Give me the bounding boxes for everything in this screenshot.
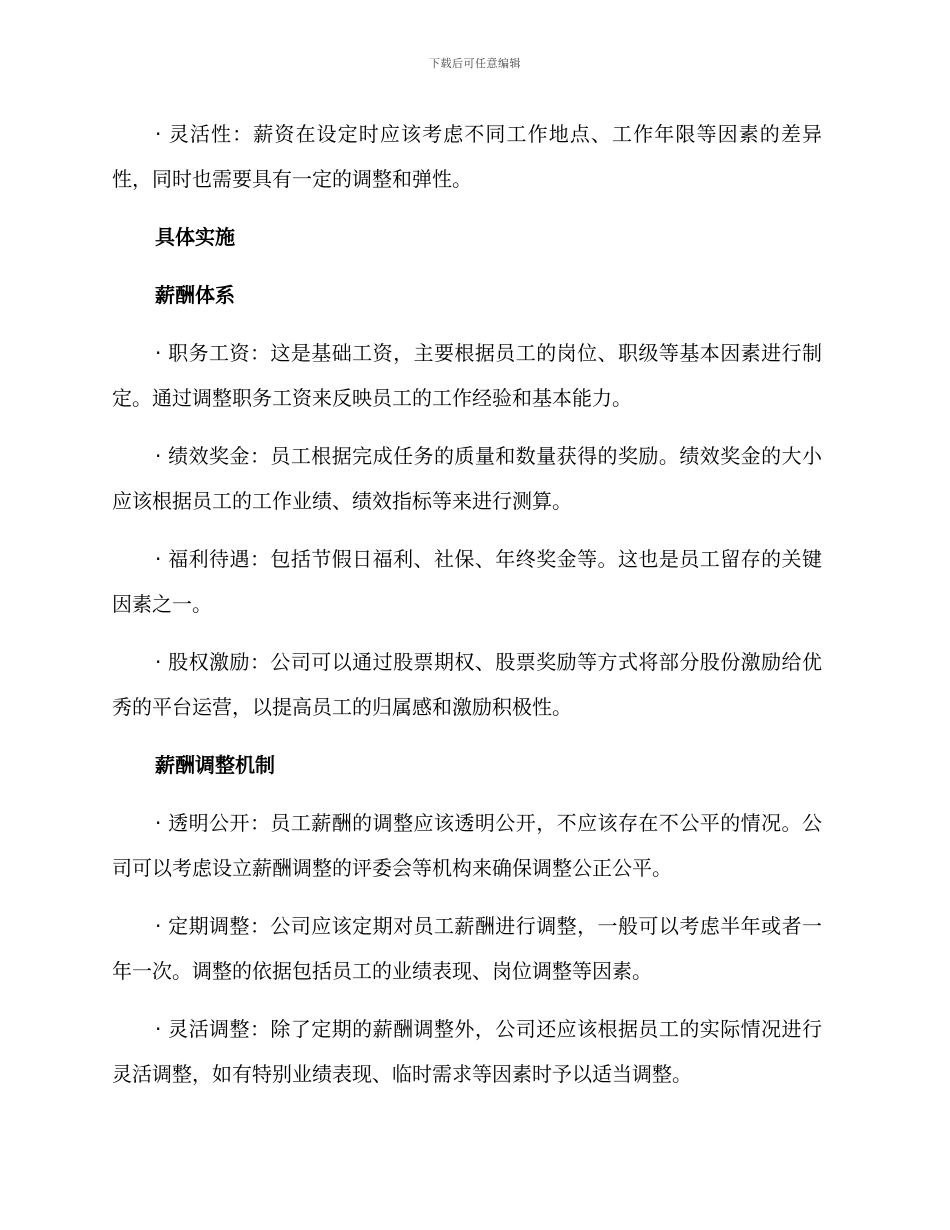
paragraph-flexible-adjustment: · 灵活调整：除了定期的薪酬调整外，公司还应该根据员工的实际情况进行灵活调整，如有特别业绩表现、临时需求等因素时予以适当调整。	[112, 1017, 822, 1086]
heading-salary-adjustment: 薪酬调整机制	[155, 753, 275, 777]
page-header-note: 下载后可任意编辑	[429, 57, 521, 70]
heading-salary-system: 薪酬体系	[155, 283, 235, 307]
heading-implementation: 具体实施	[155, 225, 235, 249]
paragraph-welfare: · 福利待遇：包括节假日福利、社保、年终奖金等。这也是员工留存的关键因素之一。	[112, 547, 822, 616]
paragraph-equity-incentive: · 股权激励：公司可以通过股票期权、股票奖励等方式将部分股份激励给优秀的平台运营，以提高员工的归属感和激励积极性。	[112, 650, 822, 719]
paragraph-periodic-adjustment: · 定期调整：公司应该定期对员工薪酬进行调整，一般可以考虑半年或者一年一次。调整的依据包括员工的业绩表现、岗位调整等因素。	[112, 914, 822, 983]
paragraph-performance-bonus: · 绩效奖金：员工根据完成任务的质量和数量获得的奖励。绩效奖金的大小应该根据员工的工作业绩、绩效指标等来进行测算。	[112, 444, 822, 513]
paragraph-transparency: · 透明公开：员工薪酬的调整应该透明公开，不应该存在不公平的情况。公司可以考虑设立薪酬调整的评委会等机构来确保调整公正公平。	[112, 811, 822, 880]
paragraph-position-salary: · 职务工资：这是基础工资，主要根据员工的岗位、职级等基本因素进行制定。通过调整职务工资来反映员工的工作经验和基本能力。	[112, 341, 822, 410]
paragraph-flexibility: · 灵活性：薪资在设定时应该考虑不同工作地点、工作年限等因素的差异性，同时也需要具有一定的调整和弹性。	[112, 122, 822, 191]
document-body	[112, 112, 822, 1110]
